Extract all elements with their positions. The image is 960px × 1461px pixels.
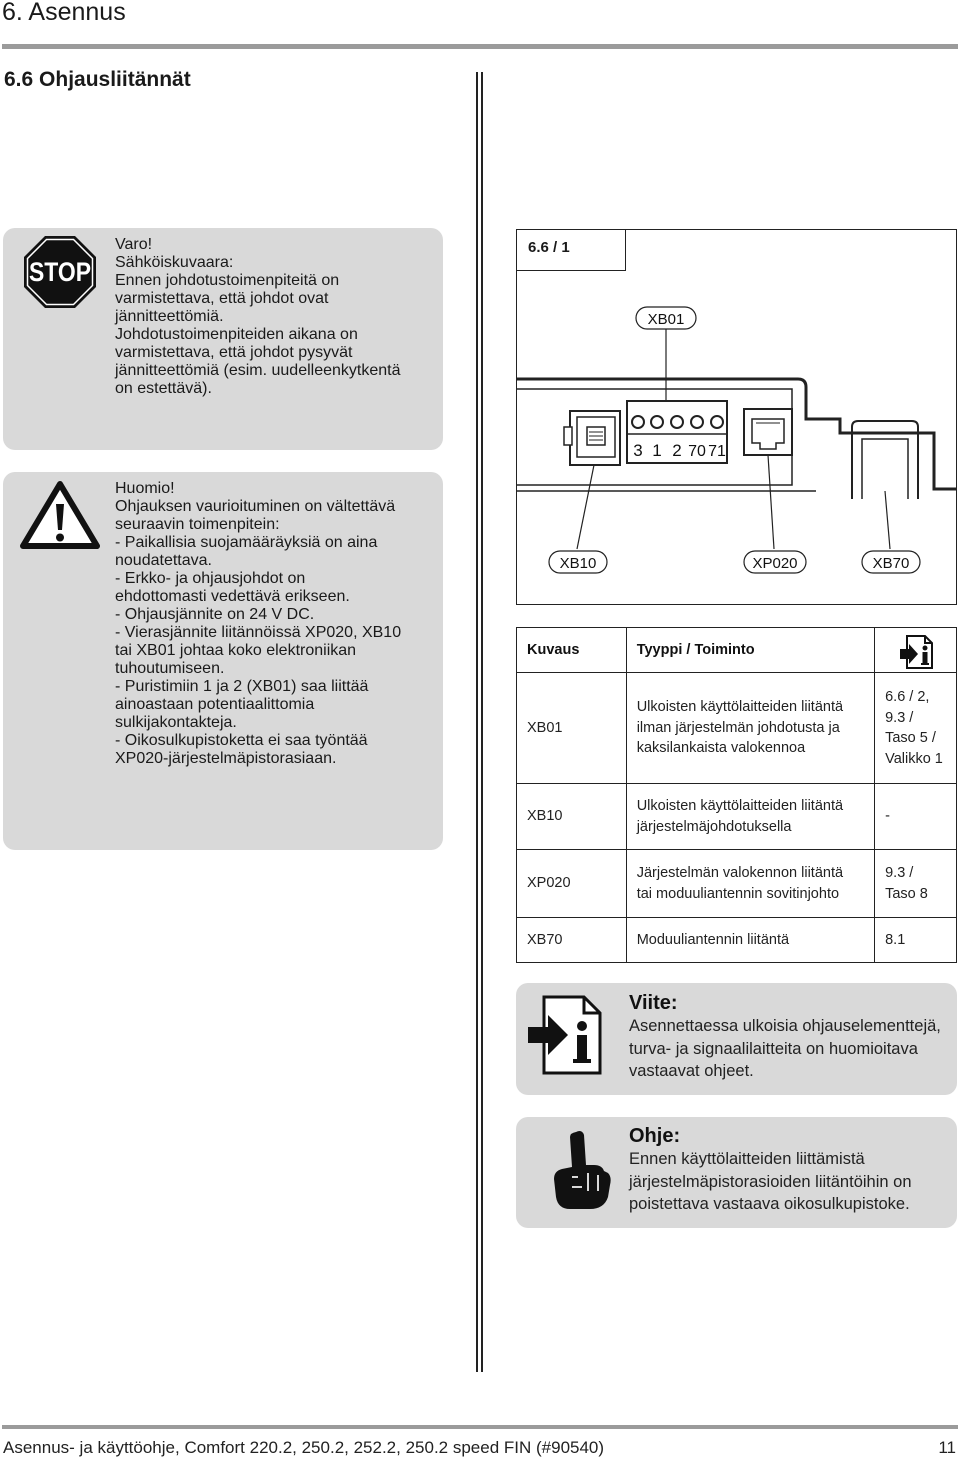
caution-line: - Erkko- ja ohjausjohdot on bbox=[115, 570, 306, 587]
row-ref: 9.3 / Taso 8 bbox=[875, 850, 957, 918]
row-desc: XP020 bbox=[517, 850, 627, 918]
row-type: Moduuliantennin liitäntä bbox=[626, 918, 874, 963]
caution-line: - Ohjausjännite on 24 V DC. bbox=[115, 606, 315, 623]
table-header-row bbox=[517, 628, 957, 673]
warning-triangle-icon bbox=[20, 480, 100, 555]
terminal-number: 1 bbox=[652, 441, 662, 460]
instruction-box bbox=[516, 1117, 957, 1228]
row-ref: 6.6 / 2, 9.3 / Taso 5 / Valikko 1 bbox=[875, 673, 957, 784]
header-info bbox=[875, 628, 957, 673]
warning-title: Varo! bbox=[115, 236, 153, 253]
row-ref: - bbox=[875, 784, 957, 850]
caution-text bbox=[115, 480, 401, 768]
header-type: Tyyppi / Toiminto bbox=[626, 628, 874, 673]
instruction-line: Ennen käyttölaitteiden liittämistä bbox=[629, 1150, 865, 1168]
connection-table bbox=[516, 627, 957, 963]
caution-line: - Paikallisia suojamääräyksiä on aina bbox=[115, 534, 378, 551]
info-icon bbox=[899, 635, 933, 669]
caution-line: tai XB01 johtaa koko elektroniikan bbox=[115, 642, 357, 659]
warning-line: jännitteettömiä. bbox=[115, 308, 224, 325]
table-row bbox=[517, 918, 957, 963]
terminal-number: 3 bbox=[633, 441, 643, 460]
stop-sign-text: STOP bbox=[29, 257, 91, 287]
caution-line: - Vierasjännite liitännöissä XP020, XB10 bbox=[115, 624, 402, 641]
warning-line: jännitteettömiä (esim. uudelleenkytkentä bbox=[115, 362, 401, 379]
table-row bbox=[517, 784, 957, 850]
warning-line: varmistettava, että johdot pysyvät bbox=[115, 344, 353, 361]
terminal-number: 71 bbox=[708, 443, 726, 460]
bottom-divider bbox=[2, 1425, 958, 1429]
subsection-title: 6.6 Ohjausliitännät bbox=[4, 68, 191, 91]
row-desc: XB10 bbox=[517, 784, 627, 850]
caution-line: ainoastaan potentiaalittomia bbox=[115, 696, 315, 713]
xb01-label: XB01 bbox=[647, 311, 685, 328]
note-line: vastaavat ohjeet. bbox=[629, 1062, 754, 1080]
section-title: 6. Asennus bbox=[2, 0, 126, 26]
warning-text bbox=[115, 236, 401, 398]
instruction-line: poistettava vastaava oikosulkupistoke. bbox=[629, 1195, 910, 1213]
warning-line: varmistettava, että johdot ovat bbox=[115, 290, 329, 307]
warning-line: Sähköiskuvaara: bbox=[115, 254, 234, 271]
warning-line: Ennen johdotustoimenpiteitä on bbox=[115, 272, 340, 289]
caution-line: seuraavin toimenpitein: bbox=[115, 516, 280, 533]
warning-line: on estettävä). bbox=[115, 380, 212, 397]
header-desc: Kuvaus bbox=[517, 628, 627, 673]
terminal-number: 70 bbox=[688, 443, 706, 460]
row-desc: XB70 bbox=[517, 918, 627, 963]
warning-line: Johdotustoimenpiteiden aikana on bbox=[115, 326, 358, 343]
row-ref: 8.1 bbox=[875, 918, 957, 963]
connection-diagram bbox=[516, 229, 957, 605]
xb70-label: XB70 bbox=[872, 555, 910, 572]
terminal-number: 2 bbox=[672, 441, 682, 460]
caution-title: Huomio! bbox=[115, 480, 175, 497]
stop-sign-icon bbox=[23, 235, 97, 314]
row-type: Järjestelmän valokennon liitäntä tai moduuliantennin sovitinjohto bbox=[626, 850, 874, 918]
footer-text: Asennus- ja käyttöohje, Comfort 220.2, 250.2, 252.2, 250.2 speed FIN (#90540) bbox=[3, 1438, 605, 1457]
row-type: Ulkoisten käyttölaitteiden liitäntä järjestelmäjohdotuksella bbox=[626, 784, 874, 850]
caution-line: ehdottomasti vedettävä erikseen. bbox=[115, 588, 350, 605]
xp020-label: XP020 bbox=[752, 555, 798, 572]
table-row bbox=[517, 850, 957, 918]
table-row bbox=[517, 673, 957, 784]
row-desc: XB01 bbox=[517, 673, 627, 784]
xb10-label: XB10 bbox=[559, 555, 597, 572]
caution-line: sulkijakontakteja. bbox=[115, 714, 237, 731]
column-divider bbox=[476, 72, 483, 1372]
caution-line: tuhoutumiseen. bbox=[115, 660, 225, 677]
note-line: turva- ja signaalilaitteita on huomioitava bbox=[629, 1039, 918, 1058]
pointing-hand-icon bbox=[552, 1129, 612, 1211]
caution-line: noudatettava. bbox=[115, 552, 212, 569]
top-divider bbox=[2, 44, 958, 49]
caution-line: XP020-järjestelmäpistorasiaan. bbox=[115, 750, 337, 767]
caution-line: - Puristimiin 1 ja 2 (XB01) saa liittää bbox=[115, 678, 369, 695]
note-title: Viite: bbox=[629, 992, 678, 1014]
info-icon bbox=[526, 995, 602, 1075]
caution-line: Ohjauksen vaurioituminen on vältettävä bbox=[115, 498, 396, 515]
figure-id: 6.6 / 1 bbox=[516, 229, 626, 271]
row-type: Ulkoisten käyttölaitteiden liitäntä ilman järjestelmän johdotusta ja kaksilankaista valokennoa bbox=[626, 673, 874, 784]
page-number: 11 bbox=[938, 1438, 956, 1457]
instruction-line: järjestelmäpistorasioiden liitäntöihin on bbox=[629, 1172, 912, 1191]
instruction-title: Ohje: bbox=[629, 1125, 681, 1147]
caution-line: - Oikosulkupistoketta ei saa työntää bbox=[115, 732, 368, 749]
note-box bbox=[516, 983, 957, 1095]
note-line: Asennettaessa ulkoisia ohjauselementtejä, bbox=[629, 1017, 941, 1035]
